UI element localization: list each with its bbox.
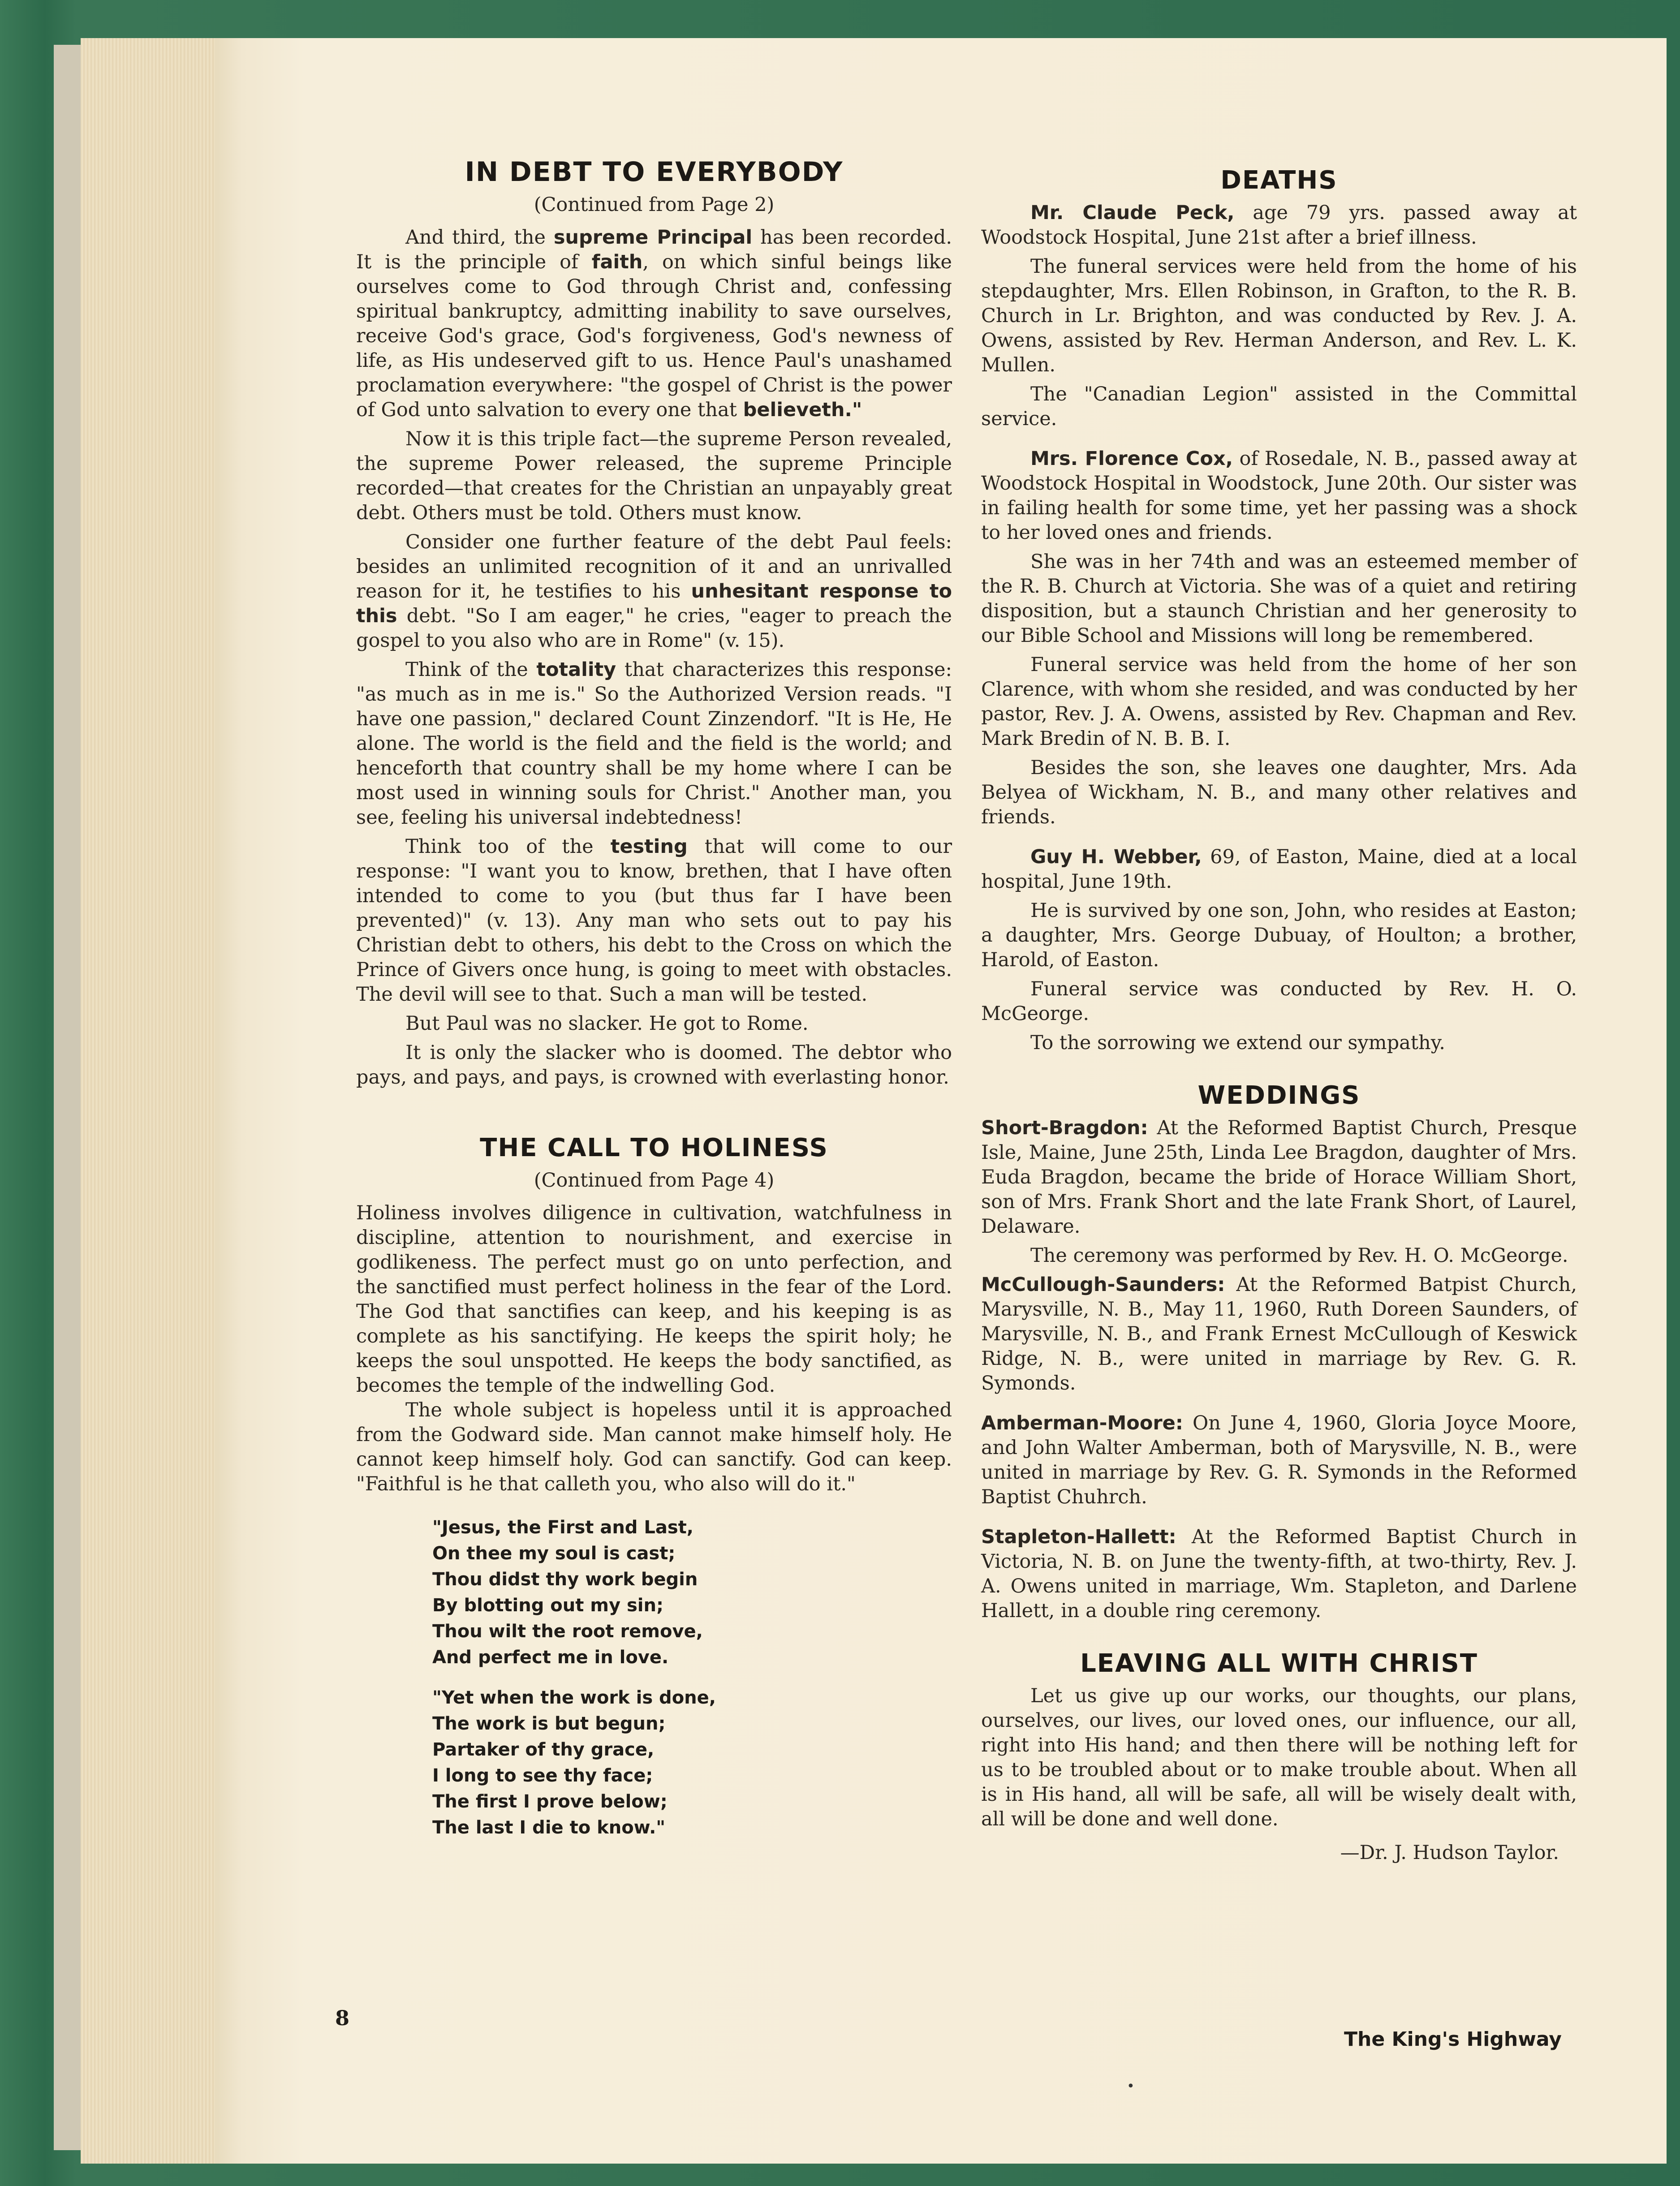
- page-number: 8: [335, 2006, 350, 2030]
- debt-paragraph-2: Now it is this triple fact—the supreme Person revealed, the supreme Power released, the supreme Principle recorded—that creates for the Christian an unpayably great debt. Others must be told. Others must know.: [356, 428, 952, 524]
- holiness-paragraph-1: Holiness involves diligence in cultivation, watchfulness in discipline, attention to nourishment, and exercise in godlikeness. The perfect must go on unto perfection, and the sanctified must perfect holiness in the fear of the Lord. The God that sanctifies can keep, and his keeping is as complete as his sanctifying. He keeps the spirit holy; he keeps the soul unspotted. He keeps the body sanctified, as becomes the temple of the indwelling God.: [356, 1202, 952, 1397]
- hymn-line: And perfect me in love.: [432, 1647, 669, 1668]
- death-cox-paragraph-4: Besides the son, she leaves one daughter, Mrs. Ada Belyea of Wickham, N. B., and many other relatives and friends.: [981, 757, 1577, 828]
- hymn-line: The last I die to know.": [432, 1817, 666, 1838]
- death-notice-peck: Mr. Claude Peck, age 79 yrs. passed away at Woodstock Hospital, June 21st after a brief illness.: [981, 202, 1577, 249]
- wedding-notice-short-bragdon: Short-Bragdon: At the Reformed Baptist Church, Presque Isle, Maine, June 25th, Linda Lee Bragdon, daughter of Mrs. Euda Bragdon, became the bride of Horace William Short, son of Mrs. Frank Short and the late Frank Short, of Laurel, Delaware.: [981, 1117, 1577, 1238]
- continued-note-debt: (Continued from Page 2): [534, 194, 775, 216]
- debt-paragraph-6: But Paul was no slacker. He got to Rome.: [405, 1012, 809, 1035]
- continued-note-holiness: (Continued from Page 4): [534, 1169, 775, 1192]
- article-title-debt: IN DEBT TO EVERYBODY: [465, 156, 844, 188]
- debt-paragraph-3: Consider one further feature of the debt Paul feels: besides an unlimited recognition of it and an unrivalled reason for it, he testifies to his unhesitant response to this debt. "So I am eager," he cries, "eager to preach the gospel to you also who are in Rome" (v. 15).: [356, 531, 952, 652]
- debt-paragraph-5: Think too of the testing that will come to our response: "I want you to know, brethen, that I have often intended to come to you (but thus far I have been prevented)" (v. 13). Any man who sets out to pay his Christian debt to others, his debt to the Cross on which the Prince of Givers once hung, is going to meet with obstacles. The devil will see to that. Such a man will be tested.: [356, 835, 952, 1006]
- leaving-paragraph-1: Let us give up our works, our thoughts, our plans, ourselves, our lives, our loved ones, our influence, our all, right into His hand; and then there will be nothing left for us to be troubled about or to make trouble about. When all is in His hand, all will be safe, all will be wisely dealt with, all will be done and well done.: [981, 1685, 1577, 1830]
- wedding-notice-stapleton-hallett: Stapleton-Hallett: At the Reformed Baptist Church in Victoria, N. B. on June the twenty-fifth, at two-thirty, Rev. J. A. Owens united in marriage, Wm. Stapleton, and Darlene Hallett, in a double ring ceremony.: [981, 1526, 1577, 1622]
- hymn-line: "Jesus, the First and Last,: [432, 1517, 694, 1538]
- right-column: [981, 165, 1577, 1865]
- hymn-stanza-1: [432, 1515, 952, 1670]
- wedding-notice-mccullough-saunders: McCullough-Saunders: At the Reformed Batpist Church, Marysville, N. B., May 11, 1960, Ruth Doreen Saunders, of Marysville, N. B., and Frank Ernest McCullough of Keswick Ridge, N. B., were united in marriage by Rev. G. R. Symonds.: [981, 1274, 1577, 1394]
- death-webber-paragraph-2: He is survived by one son, John, who resides at Easton; a daughter, Mrs. George Dubuay, of Houlton; a brother, Harold, of Easton.: [981, 899, 1577, 971]
- hymn-line: Thou wilt the root remove,: [432, 1621, 703, 1642]
- wedding-notice-amberman-moore: Amberman-Moore: On June 4, 1960, Gloria Joyce Moore, and John Walter Amberman, both of Marysville, N. B., were united in marriage by Rev. G. R. Symonds in the Reformed Baptist Chuhrch.: [981, 1412, 1577, 1508]
- death-cox-paragraph-2: She was in her 74th and was an esteemed member of the R. B. Church at Victoria. She was of a quiet and retiring disposition, but a staunch Christian and her generosity to our Bible School and Missions will long be remembered.: [981, 551, 1577, 647]
- debt-paragraph-7: It is only the slacker who is doomed. The debtor who pays, and pays, and pays, is crowned with everlasting honor.: [356, 1041, 952, 1089]
- section-title-deaths: DEATHS: [1220, 166, 1338, 195]
- ink-speck: •: [1127, 2078, 1135, 2094]
- death-webber-paragraph-3: Funeral service was conducted by Rev. H. O. McGeorge.: [981, 978, 1577, 1025]
- hymn-line: By blotting out my sin;: [432, 1595, 663, 1616]
- article-title-holiness: THE CALL TO HOLINESS: [480, 1133, 828, 1162]
- article-title-leaving: LEAVING ALL WITH CHRIST: [1080, 1649, 1478, 1678]
- hymn-line: Thou didst thy work begin: [432, 1569, 698, 1590]
- hymn-line: I long to see thy face;: [432, 1765, 653, 1786]
- wedding-short-bragdon-paragraph-2: The ceremony was performed by Rev. H. O. McGeorge.: [1030, 1244, 1568, 1267]
- publication-name: The King's Highway: [1344, 2028, 1562, 2051]
- section-title-weddings: WEDDINGS: [1198, 1081, 1361, 1110]
- death-webber-paragraph-4: To the sorrowing we extend our sympathy.: [1030, 1032, 1445, 1054]
- death-peck-paragraph-2: The funeral services were held from the home of his stepdaughter, Mrs. Ellen Robinson, in Grafton, to the R. B. Church in Lr. Brighton, and was conducted by Rev. J. A. Owens, assisted by Rev. Herman Anderson, and Rev. L. K. Mullen.: [981, 255, 1577, 376]
- holiness-paragraph-2: The whole subject is hopeless until it is approached from the Godward side. Man cannot make himself holy. He cannot keep himself holy. God can sanctify. God can keep. "Faithful is he that calleth you, who also will do it.": [356, 1399, 952, 1495]
- debt-paragraph-4: Think of the totality that characterizes this response: "as much as in me is." So the Authorized Version reads. "I have one passion," declared Count Zinzendorf. "It is He, He alone. The world is the field and the field is the world; and henceforth that country shall be my home where I can be most used in winning souls for Christ." Another man, you see, feeling his universal indebtedness!: [356, 658, 952, 829]
- death-cox-paragraph-3: Funeral service was held from the home of her son Clarence, with whom she resided, and was conducted by her pastor, Rev. J. A. Owens, assisted by Rev. Chapman and Rev. Mark Bredin of N. B. B. I.: [981, 654, 1577, 750]
- death-notice-cox: Mrs. Florence Cox, of Rosedale, N. B., passed away at Woodstock Hospital in Woodstock, June 20th. Our sister was in failing health for some time, yet her passing was a shock to her loved ones and friends.: [981, 448, 1577, 544]
- hymn-line: The first I prove below;: [432, 1791, 668, 1812]
- quote-attribution: —Dr. J. Hudson Taylor.: [1340, 1842, 1559, 1864]
- hymn-line: On thee my soul is cast;: [432, 1543, 676, 1564]
- hymn-line: The work is but begun;: [432, 1713, 666, 1734]
- hymn-line: Partaker of thy grace,: [432, 1739, 655, 1760]
- left-column: [356, 156, 952, 1841]
- hymn-line: "Yet when the work is done,: [432, 1687, 716, 1708]
- debt-paragraph-1: And third, the supreme Principal has been recorded. It is the principle of faith, on which sinful beings like ourselves come to God through Christ and, confessing spiritual bankruptcy, admitting inability to save ourselves, receive God's grace, God's forgiveness, God's newness of life, as His undeserved gift to us. Hence Paul's unashamed proclamation everywhere: "the gospel of Christ is the power of God unto salvation to every one that believeth.": [356, 226, 952, 421]
- death-notice-webber: Guy H. Webber, 69, of Easton, Maine, died at a local hospital, June 19th.: [981, 846, 1577, 893]
- hymn-stanza-2: [432, 1685, 952, 1841]
- death-peck-paragraph-3: The "Canadian Legion" assisted in the Committal service.: [981, 383, 1577, 430]
